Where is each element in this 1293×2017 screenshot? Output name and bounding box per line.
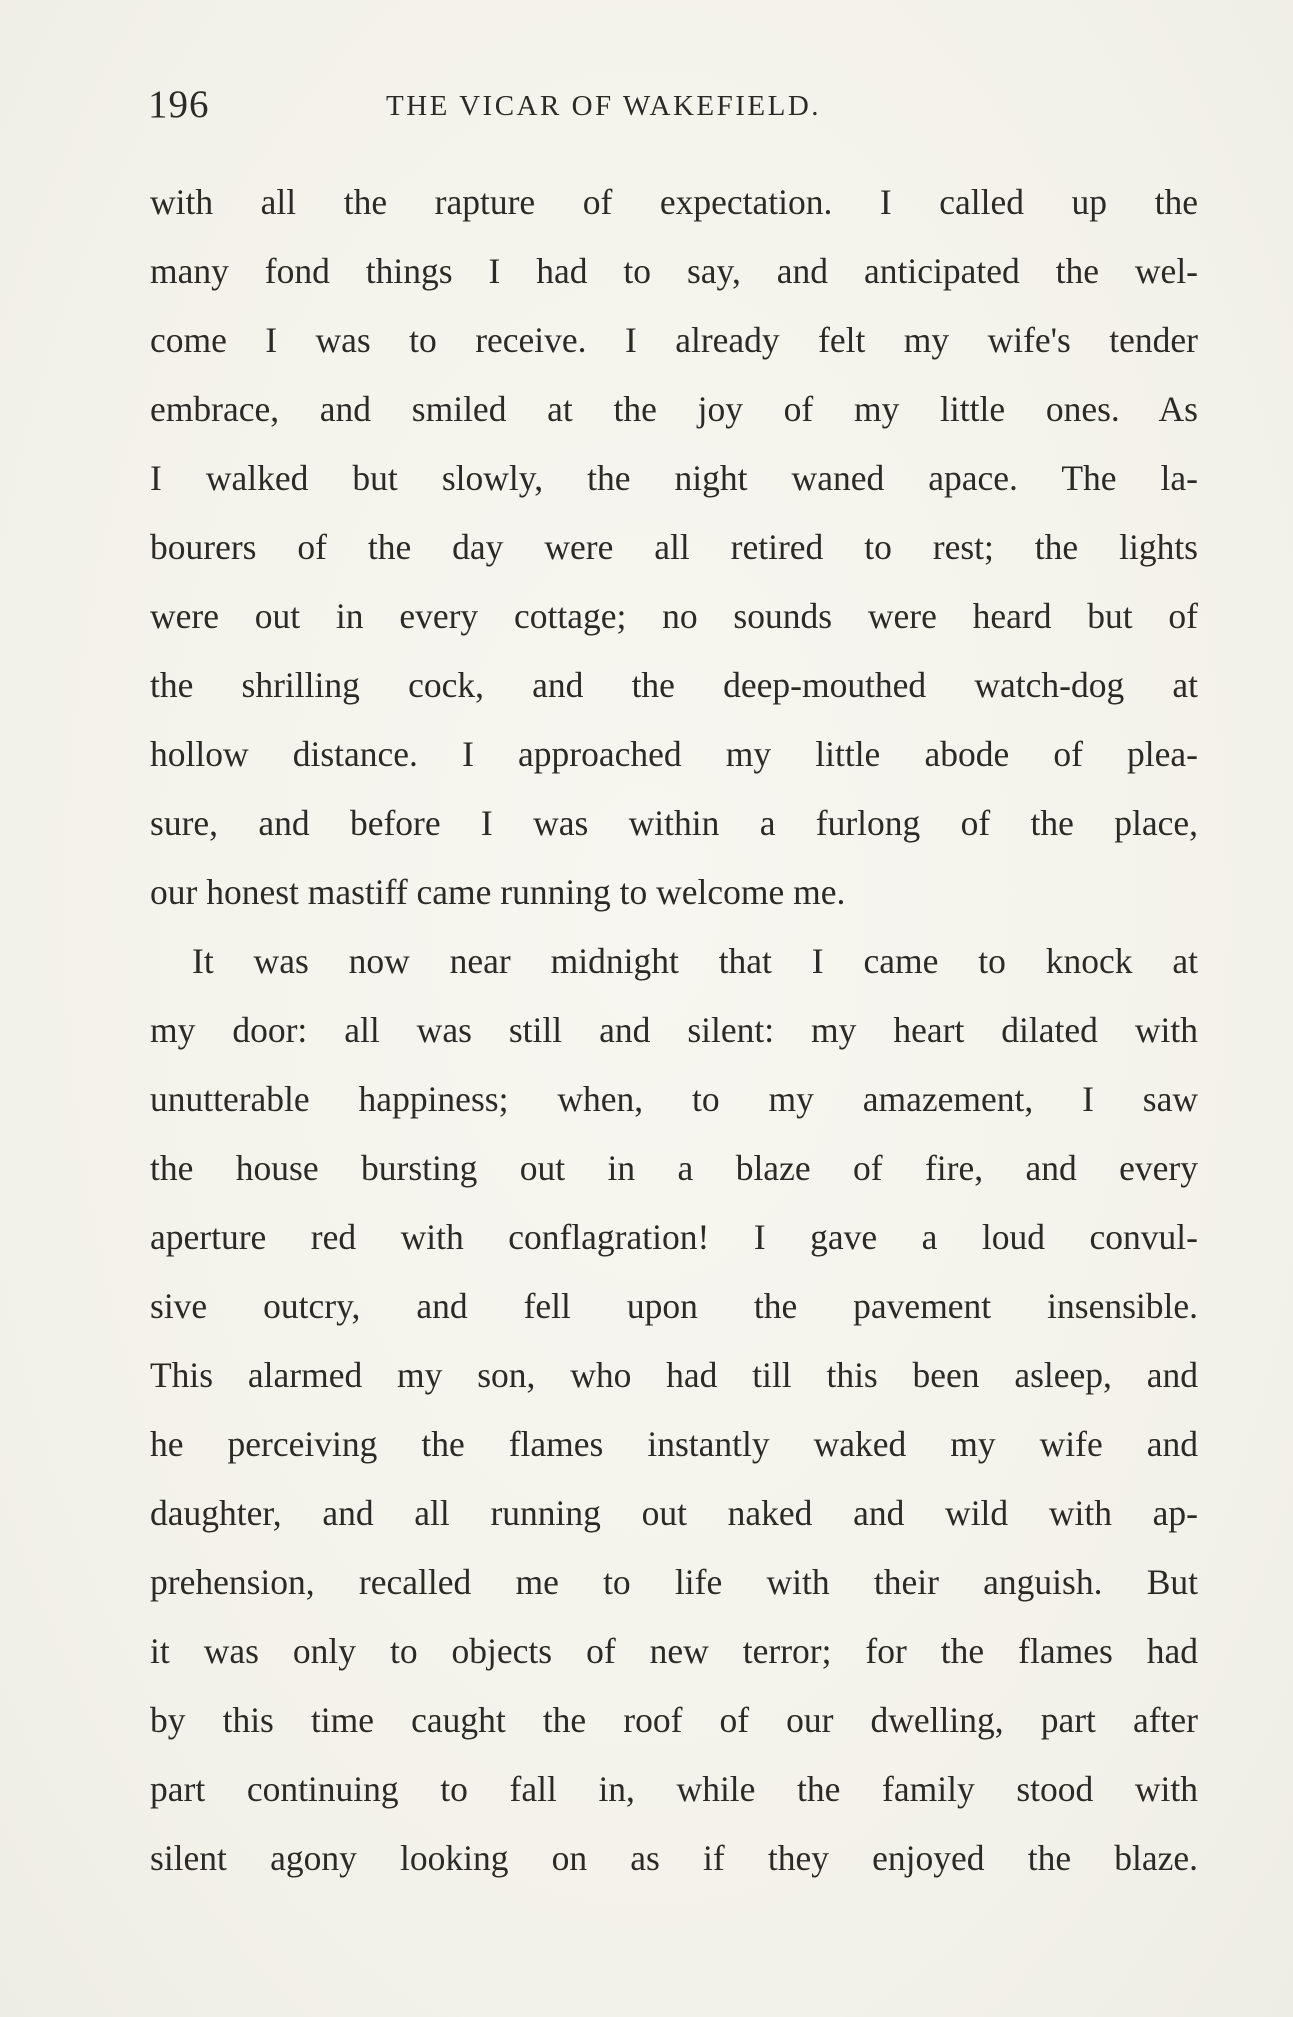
- text-line: silent agony looking on as if they enjoyed the blaze.: [150, 1838, 1198, 1878]
- text-line: aperture red with conflagration! I gave a loud convul-: [150, 1217, 1198, 1257]
- text-line: our honest mastiff came running to welcome me.: [150, 872, 846, 912]
- running-head: [148, 78, 1198, 138]
- text-line: the shrilling cock, and the deep-mouthed watch-dog at: [150, 665, 1198, 705]
- text-line: he perceiving the flames instantly waked my wife and: [150, 1424, 1198, 1464]
- text-line: I walked but slowly, the night waned apace. The la-: [150, 458, 1198, 498]
- text-line: with all the rapture of expectation. I called up the: [150, 182, 1198, 222]
- text-line: were out in every cottage; no sounds were heard but of: [150, 596, 1198, 636]
- text-line: by this time caught the roof of our dwelling, part after: [150, 1700, 1198, 1740]
- text-line: This alarmed my son, who had till this been asleep, and: [150, 1355, 1198, 1395]
- text-line: it was only to objects of new terror; for the flames had: [150, 1631, 1198, 1671]
- text-line: hollow distance. I approached my little abode of plea-: [150, 734, 1198, 774]
- text-line: my door: all was still and silent: my heart dilated with: [150, 1010, 1198, 1050]
- page-number: 196: [148, 83, 210, 126]
- text-line: many fond things I had to say, and anticipated the wel-: [150, 251, 1198, 291]
- text-line: part continuing to fall in, while the family stood with: [150, 1769, 1198, 1809]
- text-line: daughter, and all running out naked and wild with ap-: [150, 1493, 1198, 1533]
- book-title: THE VICAR OF WAKEFIELD.: [386, 90, 822, 122]
- text-line: unutterable happiness; when, to my amazement, I saw: [150, 1079, 1198, 1119]
- text-line: It was now near midnight that I came to knock at: [192, 941, 1198, 981]
- body-text: [150, 168, 1198, 1893]
- text-line: the house bursting out in a blaze of fire, and every: [150, 1148, 1198, 1188]
- text-line: sure, and before I was within a furlong of the place,: [150, 803, 1198, 843]
- text-line: come I was to receive. I already felt my wife's tender: [150, 320, 1198, 360]
- text-line: embrace, and smiled at the joy of my little ones. As: [150, 389, 1198, 429]
- text-line: sive outcry, and fell upon the pavement insensible.: [150, 1286, 1198, 1326]
- text-line: bourers of the day were all retired to rest; the lights: [150, 527, 1198, 567]
- text-line: prehension, recalled me to life with their anguish. But: [150, 1562, 1198, 1602]
